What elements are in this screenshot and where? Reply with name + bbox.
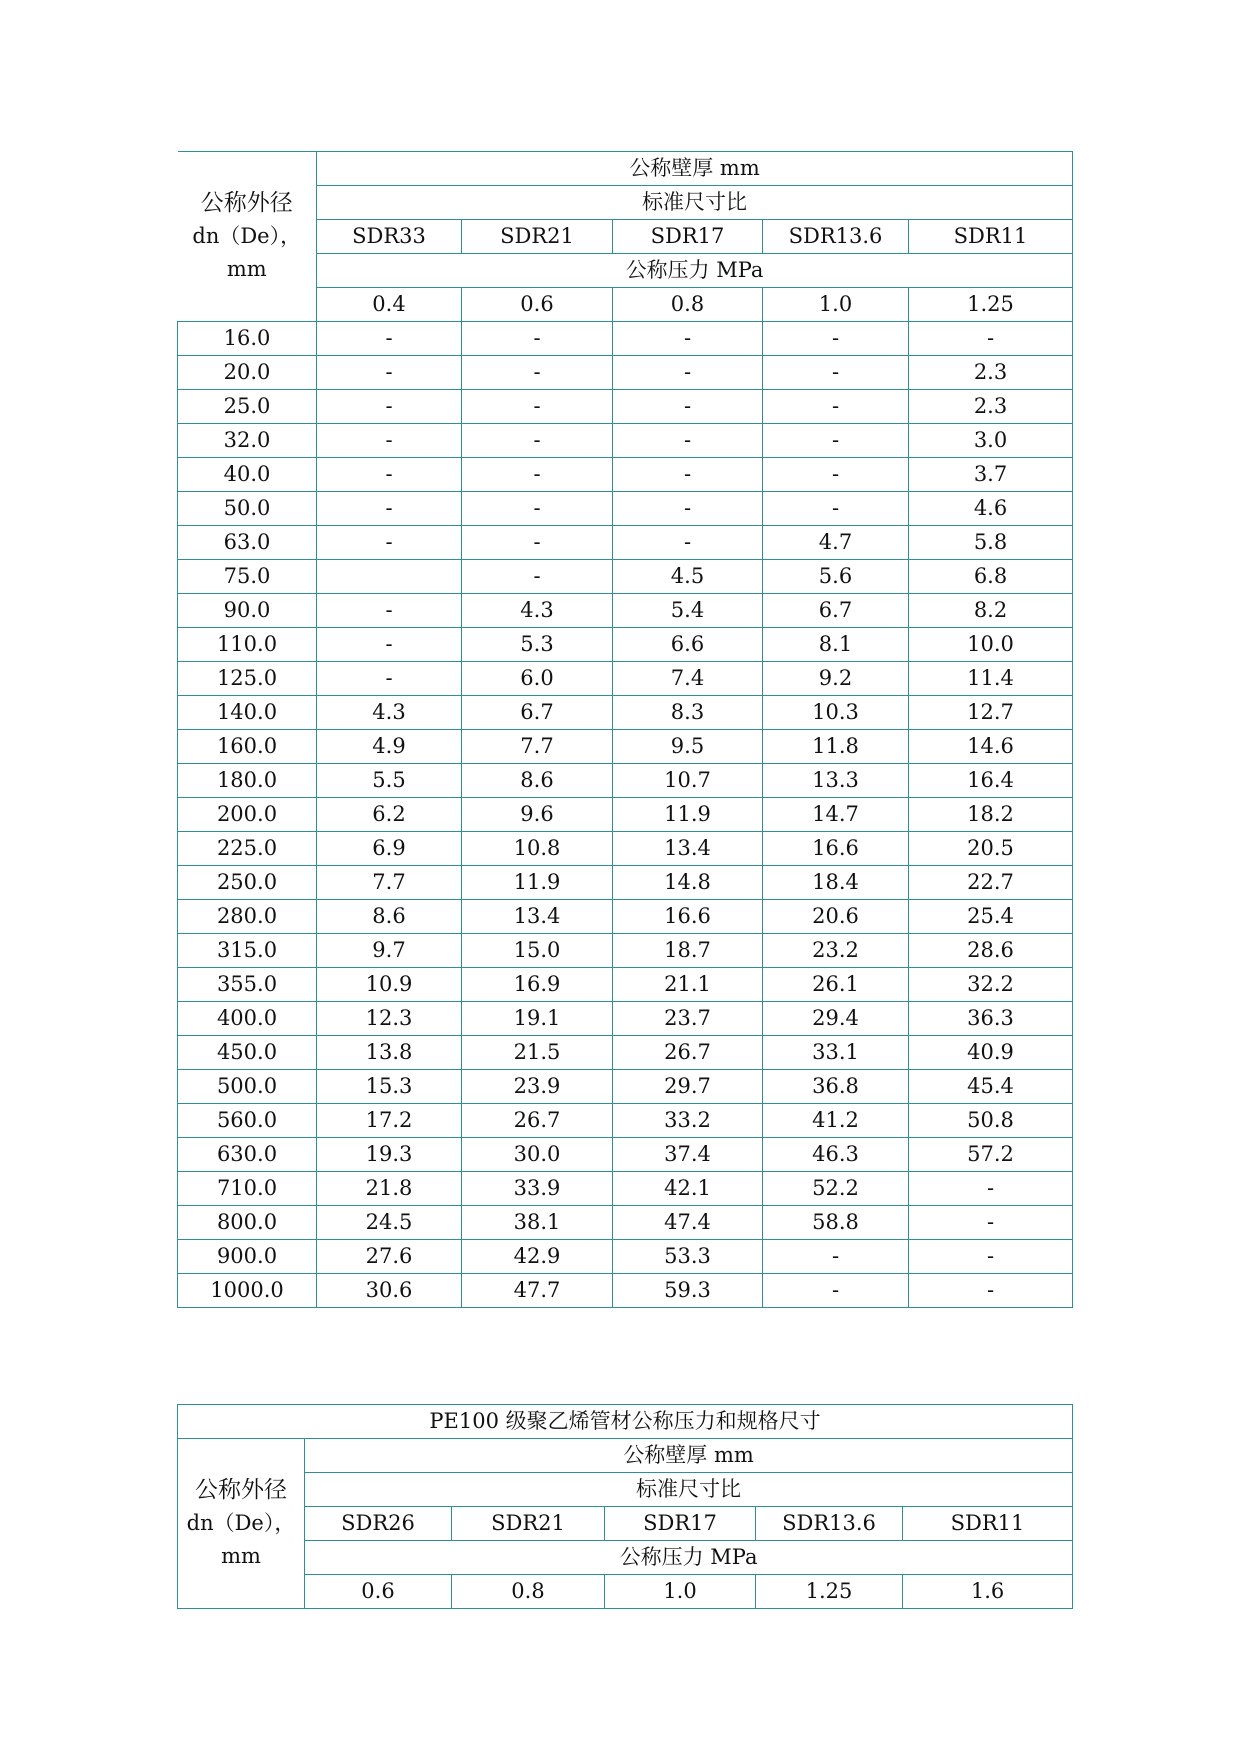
thickness-cell: 14.6 (909, 730, 1073, 764)
sdr-cell: SDR13.6 (756, 1507, 903, 1541)
table-row (178, 322, 1073, 356)
diameter-cell: 90.0 (178, 594, 317, 628)
table-row (178, 424, 1073, 458)
thickness-cell: 6.6 (613, 628, 763, 662)
thickness-cell: - (317, 526, 462, 560)
diameter-cell: 180.0 (178, 764, 317, 798)
thickness-cell: - (909, 322, 1073, 356)
thickness-cell: 42.9 (462, 1240, 613, 1274)
pressure-cell: 1.0 (763, 288, 909, 322)
table-row (178, 1274, 1073, 1308)
thickness-cell: 10.8 (462, 832, 613, 866)
thickness-cell: 6.0 (462, 662, 613, 696)
thickness-cell: - (462, 458, 613, 492)
thickness-cell: 9.7 (317, 934, 462, 968)
thickness-cell: - (462, 492, 613, 526)
thickness-cell: - (462, 560, 613, 594)
thickness-cell: 11.9 (613, 798, 763, 832)
thickness-cell: 6.7 (462, 696, 613, 730)
thickness-cell: 5.5 (317, 764, 462, 798)
thickness-cell: 12.3 (317, 1002, 462, 1036)
thickness-cell: 6.2 (317, 798, 462, 832)
sdr-cell: SDR21 (462, 220, 613, 254)
thickness-cell: 38.1 (462, 1206, 613, 1240)
thickness-cell: 52.2 (763, 1172, 909, 1206)
thickness-cell: 10.7 (613, 764, 763, 798)
thickness-cell: 10.3 (763, 696, 909, 730)
thickness-cell: - (909, 1172, 1073, 1206)
thickness-cell: 16.6 (613, 900, 763, 934)
thickness-cell: 16.6 (763, 832, 909, 866)
sdr-cell: SDR26 (305, 1507, 452, 1541)
thickness-cell: 17.2 (317, 1104, 462, 1138)
pressure-header: 公称压力 MPa (305, 1541, 1073, 1575)
thickness-cell: 3.7 (909, 458, 1073, 492)
thickness-cell: 22.7 (909, 866, 1073, 900)
thickness-cell: 8.1 (763, 628, 909, 662)
thickness-cell: 3.0 (909, 424, 1073, 458)
sdr-header: 标准尺寸比 (305, 1473, 1073, 1507)
table-row (178, 1070, 1073, 1104)
thickness-cell: 15.3 (317, 1070, 462, 1104)
table-row (178, 900, 1073, 934)
diameter-cell: 355.0 (178, 968, 317, 1002)
thickness-cell: - (613, 492, 763, 526)
pipe-dimension-table (177, 151, 1073, 1308)
thickness-cell: - (763, 1240, 909, 1274)
table-row (178, 390, 1073, 424)
diameter-cell: 710.0 (178, 1172, 317, 1206)
thickness-cell: 28.6 (909, 934, 1073, 968)
thickness-cell: 59.3 (613, 1274, 763, 1308)
table-row (178, 764, 1073, 798)
pressure-cell: 0.8 (452, 1575, 605, 1609)
thickness-cell: 2.3 (909, 390, 1073, 424)
thickness-cell: 57.2 (909, 1138, 1073, 1172)
thickness-cell: 12.7 (909, 696, 1073, 730)
thickness-cell: 5.8 (909, 526, 1073, 560)
table-row (178, 356, 1073, 390)
diameter-cell: 450.0 (178, 1036, 317, 1070)
thickness-cell: 40.9 (909, 1036, 1073, 1070)
table-row (178, 696, 1073, 730)
thickness-cell: - (763, 356, 909, 390)
diameter-cell: 110.0 (178, 628, 317, 662)
sdr-cell: SDR17 (605, 1507, 756, 1541)
diameter-cell: 40.0 (178, 458, 317, 492)
thickness-cell: - (763, 322, 909, 356)
thickness-cell: 41.2 (763, 1104, 909, 1138)
pressure-cell: 0.6 (462, 288, 613, 322)
table-row (178, 798, 1073, 832)
thickness-cell: 6.9 (317, 832, 462, 866)
sdr-cell: SDR11 (909, 220, 1073, 254)
thickness-cell: 23.9 (462, 1070, 613, 1104)
thickness-cell: - (317, 424, 462, 458)
table-row (178, 1138, 1073, 1172)
thickness-cell: 4.5 (613, 560, 763, 594)
thickness-cell: 5.4 (613, 594, 763, 628)
diameter-cell: 75.0 (178, 560, 317, 594)
diameter-cell: 1000.0 (178, 1274, 317, 1308)
pressure-cell: 0.6 (305, 1575, 452, 1609)
thickness-cell: 7.4 (613, 662, 763, 696)
thickness-cell: 18.4 (763, 866, 909, 900)
table-row (178, 1240, 1073, 1274)
pressure-row (178, 1575, 1073, 1609)
thickness-cell: 18.7 (613, 934, 763, 968)
diameter-cell: 200.0 (178, 798, 317, 832)
pressure-cell: 1.25 (909, 288, 1073, 322)
diameter-cell: 400.0 (178, 1002, 317, 1036)
thickness-cell: - (462, 526, 613, 560)
diameter-cell: 32.0 (178, 424, 317, 458)
thickness-cell: 46.3 (763, 1138, 909, 1172)
pressure-cell: 1.25 (756, 1575, 903, 1609)
thickness-cell: 21.8 (317, 1172, 462, 1206)
thickness-cell: - (763, 1274, 909, 1308)
thickness-cell: 23.2 (763, 934, 909, 968)
thickness-cell: - (317, 458, 462, 492)
thickness-cell: 10.0 (909, 628, 1073, 662)
diameter-cell: 20.0 (178, 356, 317, 390)
thickness-cell: 8.2 (909, 594, 1073, 628)
pressure-cell: 0.4 (317, 288, 462, 322)
thickness-cell: 45.4 (909, 1070, 1073, 1104)
table-row (178, 1104, 1073, 1138)
thickness-cell: 29.7 (613, 1070, 763, 1104)
pressure-cell: 1.0 (605, 1575, 756, 1609)
thickness-cell: 36.3 (909, 1002, 1073, 1036)
outer-diameter-label-1: 公称外径 (195, 1477, 287, 1503)
thickness-cell: 8.3 (613, 696, 763, 730)
thickness-cell: 11.9 (462, 866, 613, 900)
thickness-cell: 47.4 (613, 1206, 763, 1240)
sdr-row (178, 1507, 1073, 1541)
thickness-cell: 4.9 (317, 730, 462, 764)
thickness-cell: 24.5 (317, 1206, 462, 1240)
thickness-cell: 19.1 (462, 1002, 613, 1036)
table-row (178, 1036, 1073, 1070)
thickness-cell: - (317, 492, 462, 526)
thickness-cell: 7.7 (317, 866, 462, 900)
thickness-cell: 21.5 (462, 1036, 613, 1070)
thickness-cell: 13.3 (763, 764, 909, 798)
thickness-cell: 4.6 (909, 492, 1073, 526)
table-row (178, 730, 1073, 764)
table-row (178, 866, 1073, 900)
thickness-cell: 53.3 (613, 1240, 763, 1274)
table-row (178, 968, 1073, 1002)
thickness-cell: - (909, 1274, 1073, 1308)
diameter-cell: 900.0 (178, 1240, 317, 1274)
thickness-cell: 21.1 (613, 968, 763, 1002)
table-row (178, 526, 1073, 560)
thickness-cell: 13.8 (317, 1036, 462, 1070)
table-row (178, 458, 1073, 492)
wall-thickness-header: 公称壁厚 mm (317, 152, 1073, 186)
outer-diameter-label-1: 公称外径 (200, 190, 293, 216)
thickness-cell: 42.1 (613, 1172, 763, 1206)
table-row (178, 1002, 1073, 1036)
thickness-cell: 4.3 (317, 696, 462, 730)
thickness-cell: - (763, 390, 909, 424)
thickness-cell: 2.3 (909, 356, 1073, 390)
thickness-cell: 37.4 (613, 1138, 763, 1172)
thickness-cell: 5.6 (763, 560, 909, 594)
diameter-cell: 315.0 (178, 934, 317, 968)
pe100-pipe-table (177, 1404, 1073, 1609)
thickness-cell: 11.4 (909, 662, 1073, 696)
pressure-cell: 0.8 (613, 288, 763, 322)
table-row (178, 662, 1073, 696)
thickness-cell: - (613, 356, 763, 390)
diameter-cell: 280.0 (178, 900, 317, 934)
thickness-cell: 26.7 (462, 1104, 613, 1138)
outer-diameter-header (178, 1439, 305, 1609)
thickness-cell: 14.7 (763, 798, 909, 832)
thickness-cell: - (317, 594, 462, 628)
diameter-cell: 160.0 (178, 730, 317, 764)
sdr-cell: SDR33 (317, 220, 462, 254)
thickness-cell: 33.2 (613, 1104, 763, 1138)
diameter-cell: 225.0 (178, 832, 317, 866)
diameter-cell: 25.0 (178, 390, 317, 424)
thickness-cell: - (462, 322, 613, 356)
thickness-cell: - (613, 424, 763, 458)
thickness-cell: 8.6 (462, 764, 613, 798)
diameter-cell: 63.0 (178, 526, 317, 560)
thickness-cell: 33.1 (763, 1036, 909, 1070)
diameter-cell: 250.0 (178, 866, 317, 900)
diameter-cell: 630.0 (178, 1138, 317, 1172)
thickness-cell: 50.8 (909, 1104, 1073, 1138)
thickness-cell: - (763, 492, 909, 526)
thickness-cell: - (462, 356, 613, 390)
thickness-cell: - (462, 424, 613, 458)
thickness-cell: 6.8 (909, 560, 1073, 594)
thickness-cell: - (317, 628, 462, 662)
outer-diameter-label-3: mm (226, 257, 267, 281)
thickness-cell: - (317, 390, 462, 424)
thickness-cell: 29.4 (763, 1002, 909, 1036)
thickness-cell: 13.4 (613, 832, 763, 866)
outer-diameter-header (178, 152, 317, 322)
table-row (178, 1206, 1073, 1240)
table-row (178, 934, 1073, 968)
thickness-cell: - (317, 662, 462, 696)
sdr-cell: SDR11 (903, 1507, 1073, 1541)
thickness-cell: - (613, 390, 763, 424)
thickness-cell: 5.3 (462, 628, 613, 662)
thickness-cell: 20.5 (909, 832, 1073, 866)
thickness-cell: - (613, 322, 763, 356)
thickness-cell: 10.9 (317, 968, 462, 1002)
thickness-cell: - (317, 356, 462, 390)
thickness-cell: 16.9 (462, 968, 613, 1002)
thickness-cell: 58.8 (763, 1206, 909, 1240)
diameter-cell: 50.0 (178, 492, 317, 526)
thickness-cell: - (909, 1206, 1073, 1240)
sdr-header: 标准尺寸比 (317, 186, 1073, 220)
pressure-cell: 1.6 (903, 1575, 1073, 1609)
thickness-cell: 25.4 (909, 900, 1073, 934)
thickness-cell: - (763, 424, 909, 458)
sdr-cell: SDR17 (613, 220, 763, 254)
sdr-cell: SDR21 (452, 1507, 605, 1541)
thickness-cell: - (763, 458, 909, 492)
thickness-cell: 30.6 (317, 1274, 462, 1308)
diameter-cell: 140.0 (178, 696, 317, 730)
table-row (178, 628, 1073, 662)
thickness-cell: 14.8 (613, 866, 763, 900)
thickness-cell: 47.7 (462, 1274, 613, 1308)
table-title: PE100 级聚乙烯管材公称压力和规格尺寸 (178, 1405, 1073, 1439)
thickness-cell: - (317, 322, 462, 356)
diameter-cell: 16.0 (178, 322, 317, 356)
thickness-cell: 4.3 (462, 594, 613, 628)
thickness-cell: 20.6 (763, 900, 909, 934)
table-row (178, 1172, 1073, 1206)
thickness-cell: 23.7 (613, 1002, 763, 1036)
diameter-cell: 560.0 (178, 1104, 317, 1138)
thickness-cell (317, 560, 462, 594)
diameter-cell: 500.0 (178, 1070, 317, 1104)
pressure-header: 公称压力 MPa (317, 254, 1073, 288)
outer-diameter-label-2: dn（De）， (192, 224, 302, 248)
thickness-cell: 9.5 (613, 730, 763, 764)
thickness-cell: 9.2 (763, 662, 909, 696)
thickness-cell: 13.4 (462, 900, 613, 934)
table-row (178, 560, 1073, 594)
outer-diameter-label-3: mm (221, 1544, 261, 1568)
thickness-cell: 36.8 (763, 1070, 909, 1104)
table-row (178, 594, 1073, 628)
thickness-cell: 26.1 (763, 968, 909, 1002)
thickness-cell: 33.9 (462, 1172, 613, 1206)
diameter-cell: 800.0 (178, 1206, 317, 1240)
thickness-cell: 8.6 (317, 900, 462, 934)
thickness-cell: 11.8 (763, 730, 909, 764)
outer-diameter-label-2: dn（De）， (186, 1511, 296, 1535)
diameter-cell: 125.0 (178, 662, 317, 696)
thickness-cell: - (613, 526, 763, 560)
thickness-cell: - (909, 1240, 1073, 1274)
thickness-cell: 16.4 (909, 764, 1073, 798)
sdr-cell: SDR13.6 (763, 220, 909, 254)
table-row (178, 832, 1073, 866)
thickness-cell: - (462, 390, 613, 424)
thickness-cell: 19.3 (317, 1138, 462, 1172)
thickness-cell: 4.7 (763, 526, 909, 560)
table-row (178, 492, 1073, 526)
thickness-cell: 32.2 (909, 968, 1073, 1002)
wall-thickness-header: 公称壁厚 mm (305, 1439, 1073, 1473)
thickness-cell: 27.6 (317, 1240, 462, 1274)
thickness-cell: - (613, 458, 763, 492)
thickness-cell: 18.2 (909, 798, 1073, 832)
thickness-cell: 30.0 (462, 1138, 613, 1172)
thickness-cell: 6.7 (763, 594, 909, 628)
thickness-cell: 7.7 (462, 730, 613, 764)
thickness-cell: 9.6 (462, 798, 613, 832)
thickness-cell: 15.0 (462, 934, 613, 968)
thickness-cell: 26.7 (613, 1036, 763, 1070)
